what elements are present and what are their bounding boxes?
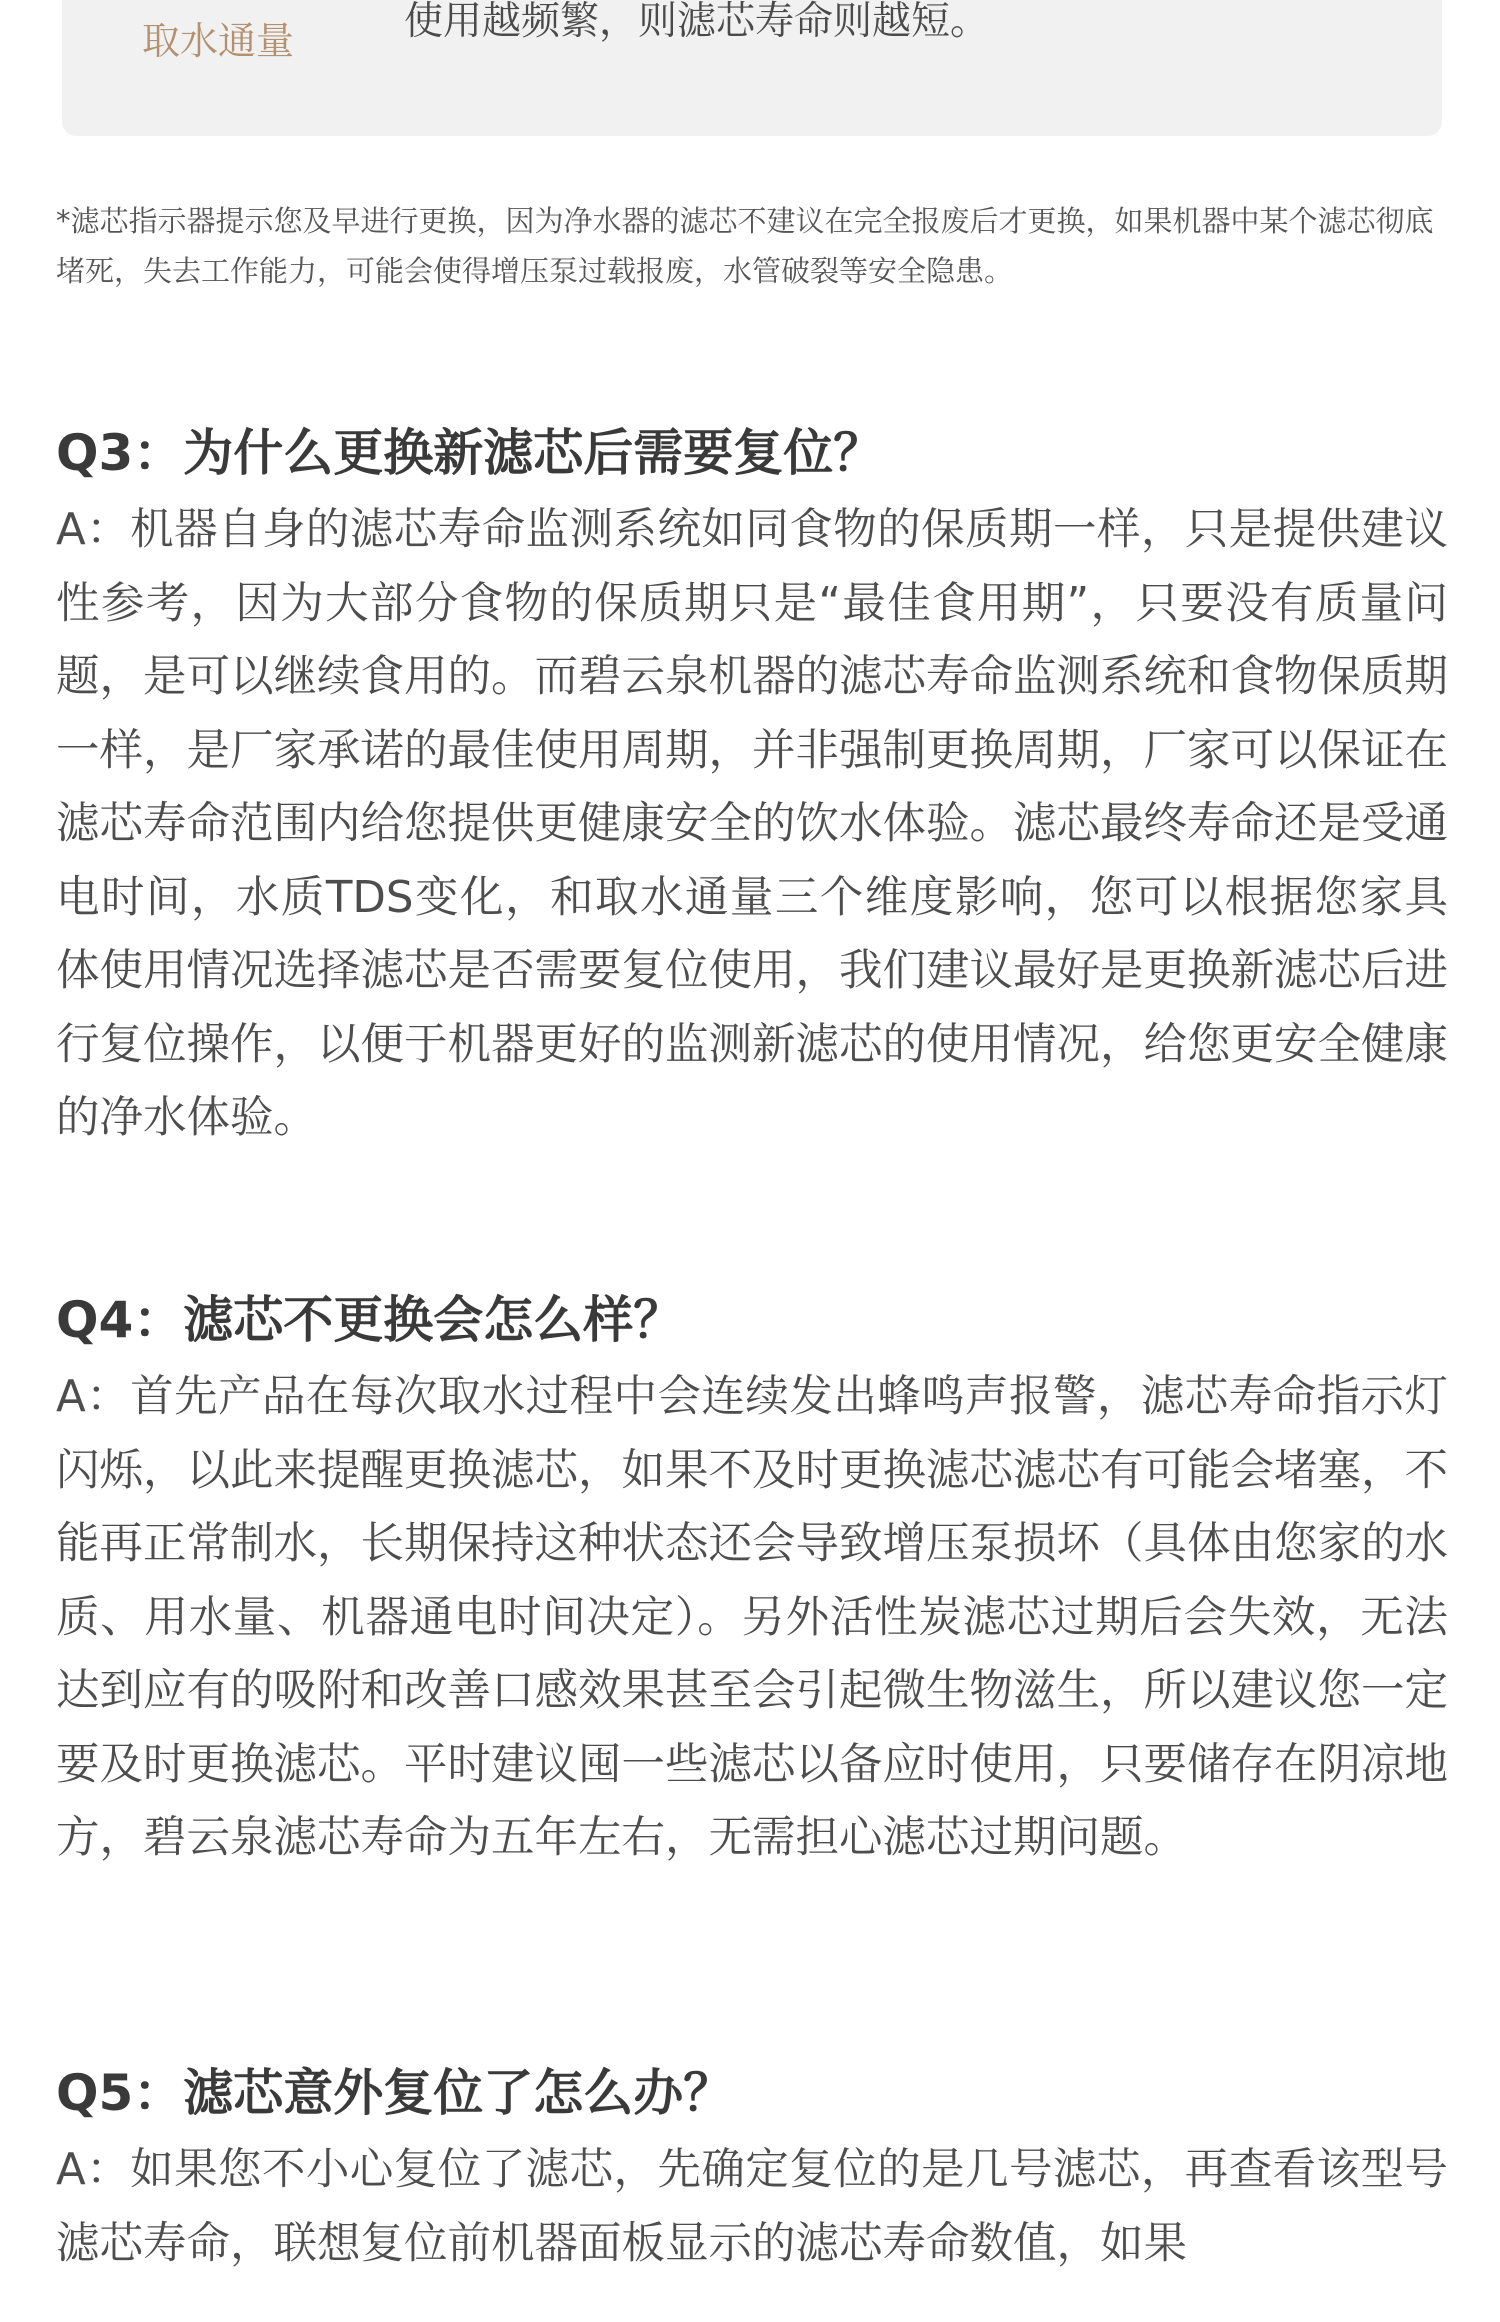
answer-text: A：首先产品在每次取水过程中会连续发出蜂鸣声报警，滤芯寿命指示灯闪烁，以此来提醒更换滤芯，如果不及时更换滤芯滤芯有可能会堵塞，不能再正常制水，长期保持这种状态还会导致增压泵损坏（具体由您家的水质、用水量、机器通电时间决定）。另外活性炭滤芯过期后会失效，无法达到应有的吸附和改善口感效果甚至会引起微生物滋生，所以建议您一定要及时更换滤芯。平时建议囤一些滤芯以备应时使用，只要储存在阴凉地方，碧云泉滤芯寿命为五年左右，无需担心滤芯过期问题。 [56,1372,1448,1863]
faq-item-q5 [56,2058,1448,2281]
factor-label: 取水通量 [142,19,295,63]
answer-text: A：如果您不小心复位了滤芯，先确定复位的是几号滤芯，再查看该型号滤芯寿命，联想复位前机器面板显示的滤芯寿命数值，如果 [56,2145,1448,2269]
question-heading: Q4：滤芯不更换会怎么样？ [56,1291,684,1349]
faq-item-q4 [56,1285,1448,1876]
question-heading: Q3：为什么更换新滤芯后需要复位？ [56,424,884,482]
factor-description: 使用越频繁，则滤芯寿命则越短。 [404,0,990,44]
answer-text: A：机器自身的滤芯寿命监测系统如同食物的保质期一样，只是提供建议性参考，因为大部分食物的保质期只是“最佳食用期”，只要没有质量问题，是可以继续食用的。而碧云泉机器的滤芯寿命监测系统和食物保质期一样，是厂家承诺的最佳使用周期，并非强制更换周期，厂家可以保证在滤芯寿命范围内给您提供更健康安全的饮水体验。滤芯最终寿命还是受通电时间，水质TDS变化，和取水通量三个维度影响，您可以根据您家具体使用情况选择滤芯是否需要复位使用，我们建议最好是更换新滤芯后进行复位操作，以便于机器更好的监测新滤芯的使用情况，给您更安全健康的净水体验。 [56,505,1448,1143]
faq-item-q3 [56,418,1448,1156]
footnote-text: *滤芯指示器提示您及早进行更换，因为净水器的滤芯不建议在完全报废后才更换，如果机器中某个滤芯彻底堵死，失去工作能力，可能会使得增压泵过载报废，水管破裂等安全隐患。 [56,204,1434,288]
filter-factor-card [62,0,1442,136]
question-heading: Q5：滤芯意外复位了怎么办？ [56,2064,734,2122]
